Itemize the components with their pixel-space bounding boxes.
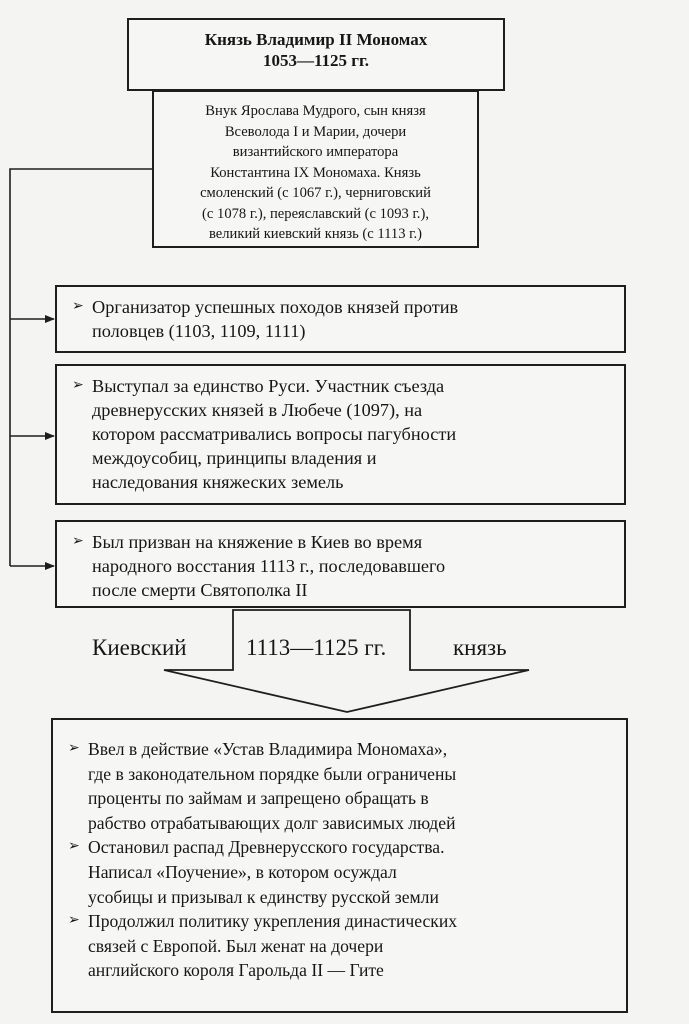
- fact-box-unity: [55, 364, 626, 505]
- bullet-item: [72, 374, 612, 494]
- reign-line: Написал «Поучение», в котором осуждал: [88, 861, 397, 882]
- fact-line: наследования княжеских земель: [92, 472, 344, 492]
- reign-line: проценты по займам и запрещено обращать в: [88, 788, 429, 809]
- title-years: 1053—1125 гг.: [262, 51, 370, 70]
- reign-line: Ввел в действие «Устав Владимира Мономаха»,: [88, 739, 448, 759]
- bio-line: (с 1078 г.), переяславский (с 1093 г.),: [202, 205, 429, 222]
- fact-line: котором рассматривались вопросы пагубности: [92, 424, 457, 444]
- bullet-arrow-icon: ➢: [68, 913, 80, 929]
- fact-line: Выступал за единство Руси. Участник съезда: [92, 376, 445, 396]
- bullet-arrow-icon: ➢: [72, 299, 84, 314]
- fact-box-campaigns: [55, 285, 626, 353]
- bullet-item: [72, 295, 612, 343]
- bio-line: Константина IX Мономаха. Князь: [210, 164, 421, 181]
- title-name: Князь Владимир II Мономах: [204, 30, 428, 49]
- reign-line: рабство отрабатывающих долг зависимых людей: [88, 812, 456, 833]
- bio-line: византийского императора: [232, 144, 399, 160]
- band-label-center: 1113—1125 гг.: [246, 635, 387, 660]
- fact-line: Был призван на княжение в Киев во время: [92, 532, 423, 552]
- reign-line: Остановил распад Древнерусского государства.: [88, 837, 445, 858]
- fact-line: после смерти Святополка II: [92, 580, 308, 600]
- fact-line: междоусобиц, принципы владения и: [92, 448, 377, 468]
- reign-line: английского короля Гарольда II — Гите: [88, 960, 384, 981]
- reign-line: усобицы и призывал к единству русской земли: [88, 886, 439, 907]
- fact-line: Организатор успешных походов князей против: [92, 297, 459, 317]
- bullet-item: [72, 530, 612, 602]
- bullet-arrow-icon: ➢: [72, 378, 84, 393]
- bullet-item: [68, 909, 614, 983]
- bullet-arrow-icon: ➢: [72, 534, 84, 549]
- fact-line: древнерусских князей в Любече (1097), на: [92, 400, 423, 420]
- fact-box-kiev-call: [55, 520, 626, 608]
- bio-line: Всеволода I и Марии, дочери: [224, 123, 407, 140]
- biography-box: [152, 90, 479, 248]
- band-label-left: Киевский: [92, 635, 187, 660]
- title-box: [127, 18, 505, 91]
- reign-line: Продолжил политику укрепления династических: [88, 911, 458, 932]
- reign-line: где в законодательном порядке были ограничены: [88, 763, 457, 784]
- reign-line: связей с Европой. Был женат на дочери: [88, 935, 384, 956]
- bio-line: Внук Ярослава Мудрого, сын князя: [205, 103, 426, 119]
- bullet-item: [68, 737, 614, 835]
- fact-line: народного восстания 1113 г., последовавшего: [92, 556, 446, 576]
- bullet-item: [68, 835, 614, 909]
- bio-line: смоленский (с 1067 г.), черниговский: [200, 185, 431, 201]
- fact-line: половцев (1103, 1109, 1111): [92, 321, 306, 341]
- bio-line: великий киевский князь (с 1113 г.): [208, 226, 423, 242]
- bullet-arrow-icon: ➢: [68, 839, 80, 855]
- kiev-reign-box: [51, 718, 628, 1013]
- bullet-arrow-icon: ➢: [68, 741, 80, 756]
- band-label-right: князь: [453, 635, 507, 660]
